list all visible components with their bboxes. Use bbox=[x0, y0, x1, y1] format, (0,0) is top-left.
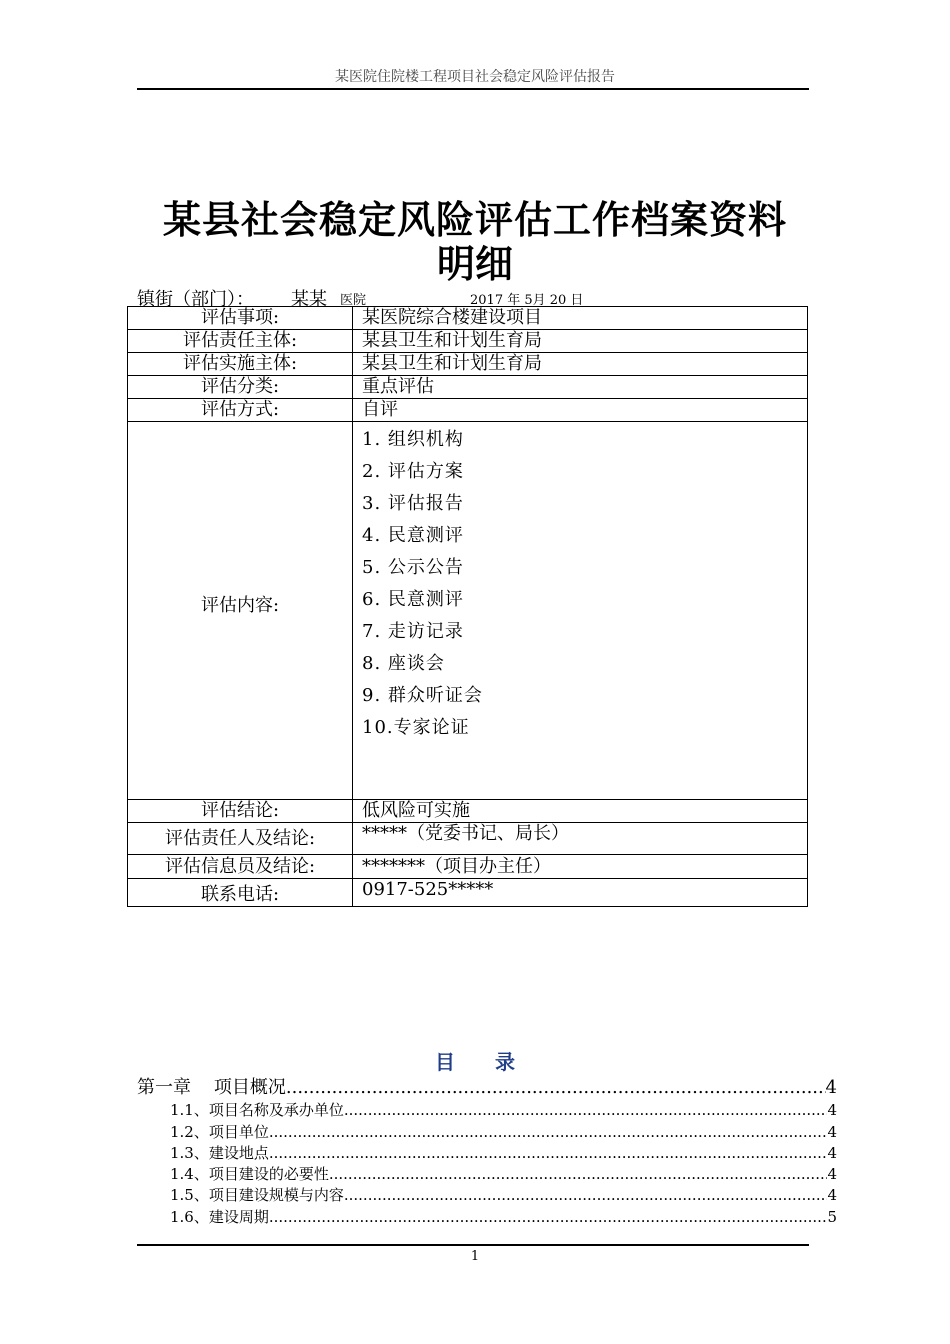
row-label: 评估责任主体: bbox=[128, 330, 353, 353]
table-row bbox=[128, 879, 808, 907]
department-value: 某某 bbox=[291, 289, 327, 310]
toc-section-entry[interactable] bbox=[170, 1206, 837, 1227]
row-value: 自评 bbox=[353, 399, 808, 422]
toc-section-entry[interactable] bbox=[170, 1142, 837, 1163]
content-cell bbox=[353, 422, 808, 800]
toc-section-entry[interactable] bbox=[170, 1163, 837, 1184]
toc-entry-text: 1.6、建设周期 bbox=[170, 1208, 269, 1226]
toc-leader-dots bbox=[269, 1208, 828, 1226]
table-row-content bbox=[128, 422, 808, 800]
toc-entry-text: 1.2、项目单位 bbox=[170, 1123, 269, 1141]
toc-title: 目录 bbox=[435, 1050, 555, 1074]
page-number: 1 bbox=[470, 1249, 480, 1264]
table-row bbox=[128, 353, 808, 376]
toc-section-entry[interactable] bbox=[170, 1121, 837, 1142]
row-value: *****（党委书记、局长） bbox=[353, 823, 808, 855]
toc-section-entry[interactable] bbox=[170, 1099, 837, 1120]
row-value: 某县卫生和计划生育局 bbox=[353, 353, 808, 376]
content-list bbox=[362, 428, 807, 748]
toc-entry-text: 第一章 项目概况 bbox=[137, 1077, 286, 1098]
assessment-info-table bbox=[127, 306, 808, 907]
row-label: 评估信息员及结论: bbox=[128, 855, 353, 879]
toc-leader-dots bbox=[344, 1101, 828, 1119]
row-value: 低风险可实施 bbox=[353, 800, 808, 823]
list-item: 3. 评估报告 bbox=[362, 493, 464, 514]
page-header-text: 某医院住院楼工程项目社会稳定风险评估报告 bbox=[335, 69, 615, 85]
header-rule bbox=[137, 88, 809, 90]
toc-entry-page: 4 bbox=[827, 1123, 837, 1141]
row-label: 联系电话: bbox=[128, 879, 353, 907]
footer-rule bbox=[137, 1244, 809, 1246]
list-item: 2. 评估方案 bbox=[362, 461, 464, 482]
department-suffix: 医院 bbox=[340, 293, 367, 308]
toc-entry-text: 1.1、项目名称及承办单位 bbox=[170, 1101, 344, 1119]
list-item: 6. 民意测评 bbox=[362, 589, 464, 610]
toc-entry-page: 5 bbox=[827, 1208, 837, 1226]
toc-entry-page: 4 bbox=[825, 1077, 837, 1098]
table-row bbox=[128, 855, 808, 879]
row-value: 某医院综合楼建设项目 bbox=[353, 307, 808, 330]
row-value: 重点评估 bbox=[353, 376, 808, 399]
toc-leader-dots bbox=[269, 1144, 828, 1162]
row-label: 评估结论: bbox=[128, 800, 353, 823]
row-label: 评估方式: bbox=[128, 399, 353, 422]
row-value: 0917-525***** bbox=[353, 879, 808, 907]
toc-section-entry[interactable] bbox=[170, 1184, 837, 1205]
list-item: 8. 座谈会 bbox=[362, 653, 445, 674]
document-date: 2017 年 5月 20 日 bbox=[470, 293, 584, 308]
table-row bbox=[128, 376, 808, 399]
document-title-line2: 明细 bbox=[436, 241, 513, 286]
list-item: 10.专家论证 bbox=[362, 717, 470, 738]
department-label: 镇街（部门）： bbox=[137, 289, 254, 310]
toc-leader-dots bbox=[329, 1165, 828, 1183]
toc-entry-text: 1.5、项目建设规模与内容 bbox=[170, 1186, 344, 1204]
list-item: 5. 公示公告 bbox=[362, 557, 464, 578]
row-label: 评估责任人及结论: bbox=[128, 823, 353, 855]
row-value: 某县卫生和计划生育局 bbox=[353, 330, 808, 353]
row-label: 评估实施主体: bbox=[128, 353, 353, 376]
toc-entry-page: 4 bbox=[827, 1165, 837, 1183]
toc-entry-text: 1.3、建设地点 bbox=[170, 1144, 269, 1162]
list-item: 4. 民意测评 bbox=[362, 525, 464, 546]
document-title-line1: 某县社会稳定风险评估工作档案资料 bbox=[162, 197, 787, 242]
content-label: 评估内容: bbox=[128, 422, 353, 800]
toc-leader-dots bbox=[344, 1186, 828, 1204]
table-row bbox=[128, 307, 808, 330]
toc-entry-page: 4 bbox=[827, 1144, 837, 1162]
toc-chapter-entry[interactable] bbox=[137, 1073, 837, 1099]
table-row bbox=[128, 800, 808, 823]
toc-leader-dots bbox=[269, 1123, 828, 1141]
row-label: 评估事项: bbox=[128, 307, 353, 330]
toc-leader-dots bbox=[286, 1077, 826, 1098]
table-row bbox=[128, 823, 808, 855]
list-item: 9. 群众听证会 bbox=[362, 685, 483, 706]
toc-entry-page: 4 bbox=[827, 1101, 837, 1119]
table-row bbox=[128, 330, 808, 353]
toc-entry-page: 4 bbox=[827, 1186, 837, 1204]
list-item: 7. 走访记录 bbox=[362, 621, 464, 642]
row-value: *******（项目办主任） bbox=[353, 855, 808, 879]
table-row bbox=[128, 399, 808, 422]
list-item: 1. 组织机构 bbox=[362, 429, 464, 450]
row-label: 评估分类: bbox=[128, 376, 353, 399]
toc-entry-text: 1.4、项目建设的必要性 bbox=[170, 1165, 329, 1183]
